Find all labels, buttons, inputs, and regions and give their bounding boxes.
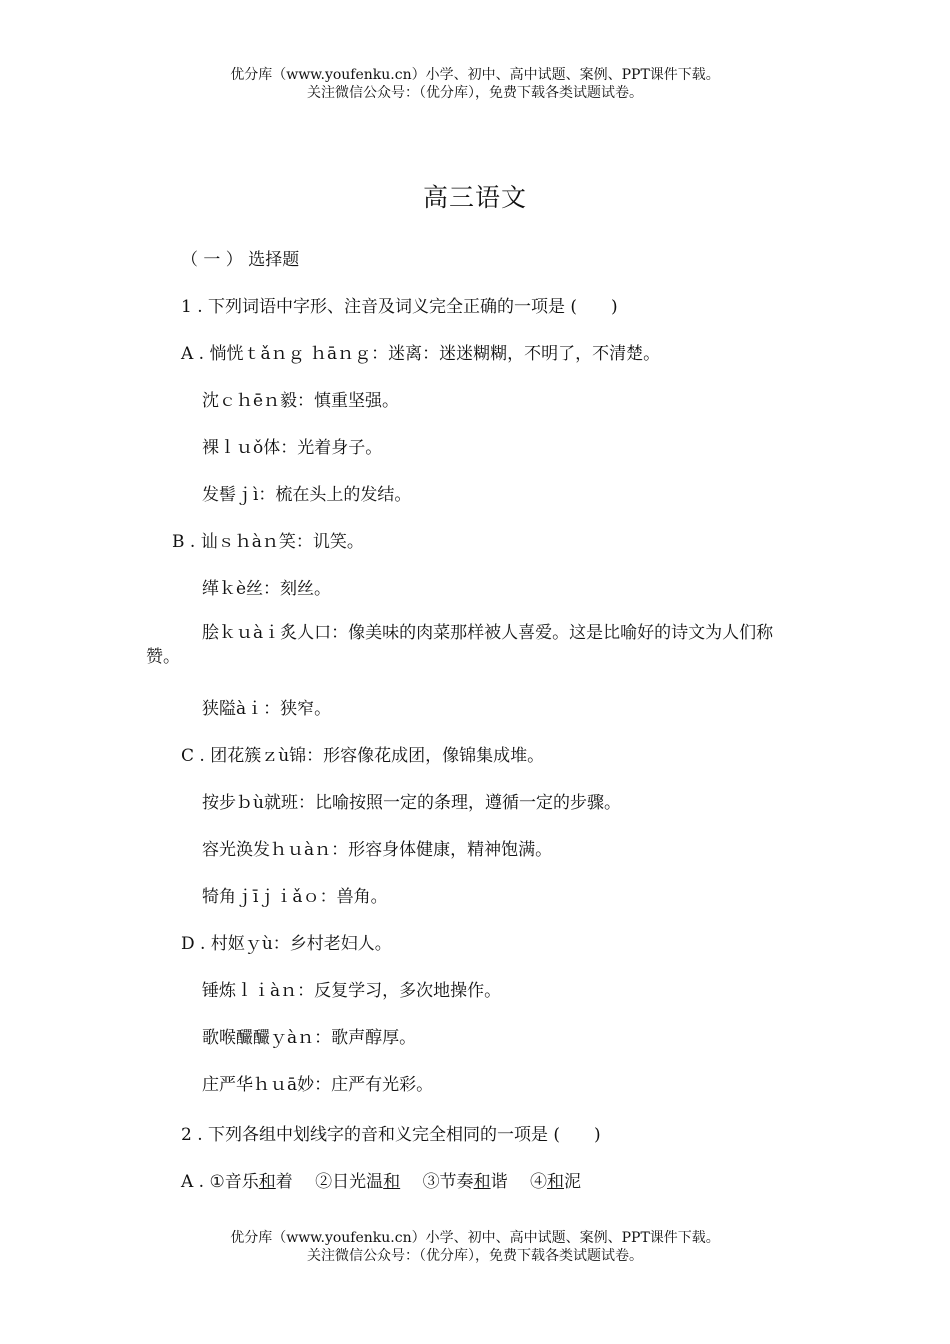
- question-1-stem: 1 . 下列词语中字形、注音及词义完全正确的一项是 ( ): [181, 297, 618, 317]
- q2-a-item-3-post: 谐: [490, 1172, 508, 1192]
- q1-option-a-line-3: 裸ｌｕǒ体：光着身子。: [202, 438, 383, 458]
- q1-option-a-line-1: A . 惝恍ｔǎｎｇ ｈāｎｇ：迷离：迷迷糊糊，不明了，不清楚。: [181, 344, 661, 364]
- q2-a-item-1-post: 着: [275, 1172, 293, 1192]
- q1-option-b-line-1: B . 讪ｓｈàｎ笑：讥笑。: [172, 532, 364, 552]
- footer-line-1: 优分库（www.youfenku.cn）小学、初中、高中试题、案例、PPT课件下载。: [230, 1230, 720, 1246]
- page-header: [0, 66, 950, 102]
- header-line-2: 关注微信公众号：（优分库），免费下载各类试题试卷。: [307, 85, 643, 101]
- question-2-stem: 2 . 下列各组中划线字的音和义完全相同的一项是 ( ): [181, 1125, 601, 1145]
- q1-option-a-line-2: 沈ｃｈēｎ毅：慎重坚强。: [202, 391, 400, 411]
- q1-option-c-line-4: 犄角ｊīｊｉǎｏ：兽角。: [202, 887, 388, 907]
- q1-option-c-line-2: 按步ｂù就班：比喻按照一定的条理，遵循一定的步骤。: [202, 793, 621, 813]
- q1-option-c-line-3: 容光涣发ｈｕàｎ：形容身体健康，精神饱满。: [202, 840, 553, 860]
- q2-option-a: [181, 1167, 581, 1192]
- q1-option-c-line-1: C . 团花簇ｚù锦：形容像花成团，像锦集成堆。: [181, 746, 545, 766]
- q1-option-b-line-4: 狭隘àｉ：狭窄。: [202, 699, 332, 719]
- document-title: 高三语文: [422, 183, 527, 212]
- q2-a-item-4-pre: ④: [529, 1172, 547, 1192]
- q1-option-d-line-2: 锤炼ｌｉàｎ：反复学习，多次地操作。: [202, 981, 502, 1001]
- section-heading: （ 一 ） 选择题: [181, 250, 300, 270]
- q1-option-b-line-2: 缂ｋè丝：刻丝。: [202, 579, 332, 599]
- q2-a-item-2-underlined: 和: [383, 1172, 401, 1192]
- q1-option-d-line-3: 歌喉釅釅ｙàｎ：歌声醇厚。: [202, 1028, 417, 1048]
- q1-option-b-line-3: 脍ｋｕàｉ炙人口：像美味的肉菜那样被人喜爱。这是比喻好的诗文为人们称赞。: [146, 623, 774, 667]
- q1-option-d-line-1: D . 村妪ｙù：乡村老妇人。: [181, 934, 392, 954]
- q2-a-item-2-pre: ②日光温: [315, 1172, 384, 1192]
- q2-a-item-4-post: 泥: [563, 1172, 581, 1192]
- q2-a-item-3-underlined: 和: [473, 1172, 491, 1192]
- q2-a-item-3-pre: ③节奏: [422, 1172, 474, 1192]
- q1-option-a-line-4: 发髻ｊì：梳在头上的发结。: [202, 485, 412, 505]
- q2-option-a-label: A .: [181, 1172, 210, 1192]
- q2-a-item-4-underlined: 和: [546, 1172, 564, 1192]
- q1-option-d-line-4: 庄严华ｈｕā妙：庄严有光彩。: [202, 1075, 434, 1095]
- q2-a-item-1-pre: ①音乐: [209, 1172, 259, 1192]
- q2-a-item-1-underlined: 和: [258, 1172, 276, 1192]
- footer-line-2: 关注微信公众号：（优分库），免费下载各类试题试卷。: [307, 1248, 643, 1264]
- page-footer: [0, 1229, 950, 1265]
- header-line-1: 优分库（www.youfenku.cn）小学、初中、高中试题、案例、PPT课件下载。: [230, 67, 720, 83]
